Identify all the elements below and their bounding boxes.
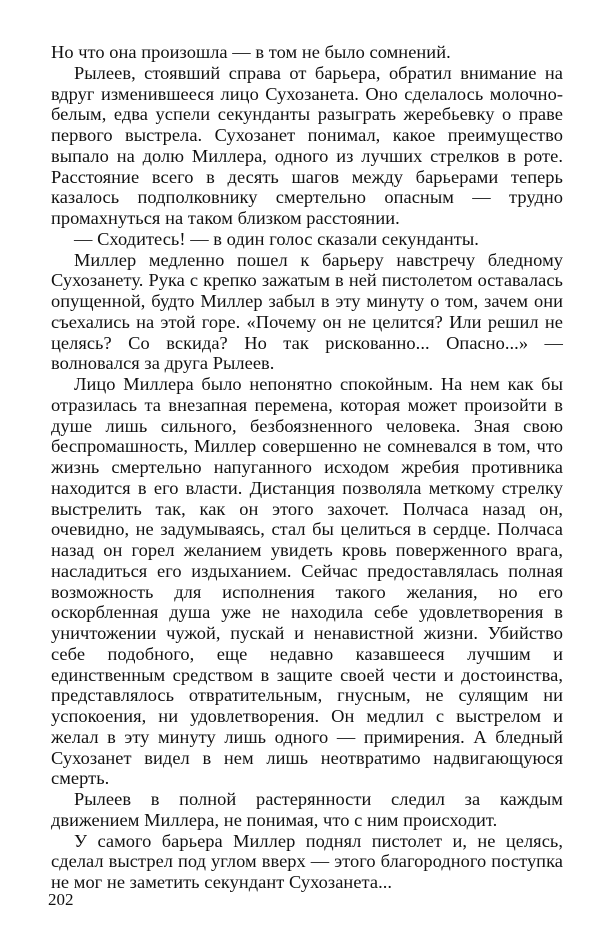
paragraph: Рылеев, стоявший справа от барьера, обратил внимание на вдруг изменившееся лицо Сухозанета. Оно сделалось молочно-белым, едва успели секунданты разыграть жеребьевку о праве первого выстрела. Сухозанет понимал, какое преимущество выпало на долю Миллера, одного из лучших стрелков в роте. Расстояние всего в десять шагов между барьерами теперь казалось подполковнику смертельно опасным — трудно промахнуться на таком близком расстоянии. <box>51 62 563 228</box>
paragraph: — Сходитесь! — в один голос сказали секунданты. <box>74 228 479 249</box>
paragraph: Рылеев в полной растерянности следил за каждым движением Миллера, не понимая, что с ним происходит. <box>51 789 563 830</box>
page-number: 202 <box>48 890 74 909</box>
paragraph: Но что она произошла — в том не было сомнений. <box>51 42 451 62</box>
page-body-text <box>51 42 563 893</box>
paragraph: У самого барьера Миллер поднял пистолет и, не целясь, сделал выстрел под углом вверх — этого благородного поступка не мог не заметить секундант Сухозанета... <box>51 830 563 892</box>
paragraph: Миллер медленно пошел к барьеру навстречу бледному Сухозанету. Рука с крепко зажатым в ней пистолетом оставалась опущенной, будто Миллер забыл в эту минуту о том, зачем они съехались на этой горе. «Почему он не целится? Или решил не целясь? Со вскида? Но так рискованно... Опасно...» — волновался за друга Рылеев. <box>51 249 563 374</box>
paragraph: Лицо Миллера было непонятно спокойным. На нем как бы отразилась та внезапная перемена, которая может произойти в душе лишь сильного, безбоязненного человека. Зная свою беспромашность, Миллер совершенно не сомневался в том, что жизнь смертельно напуганного исходом жребия противника находится в его власти. Дистанция позволяла меткому стрелку выстрелить так, как он этого захочет. Полчаса назад он, очевидно, не задумываясь, стал бы целиться в сердце. Полчаса назад он горел желанием увидеть кровь поверженного врага, насладиться его издыханием. Сейчас предоставлялась полная возможность для исполнения такого желания, но его оскорбленная душа уже не находила себе удовлетворения в уничтожении чужой, пускай и ненавистной жизни. Убийство себе подобного, еще недавно казавшееся лучшим и единственным средством в защите своей чести и достоинства, представлялось отвратительным, гнусным, не сулящим ни успокоения, ни удовлетворения. Он медлил с выстрелом и желал в эту минуту лишь одного — примирения. А бледный Сухозанет видел в нем лишь неотвратимо надвигающуюся смерть. <box>51 374 563 789</box>
